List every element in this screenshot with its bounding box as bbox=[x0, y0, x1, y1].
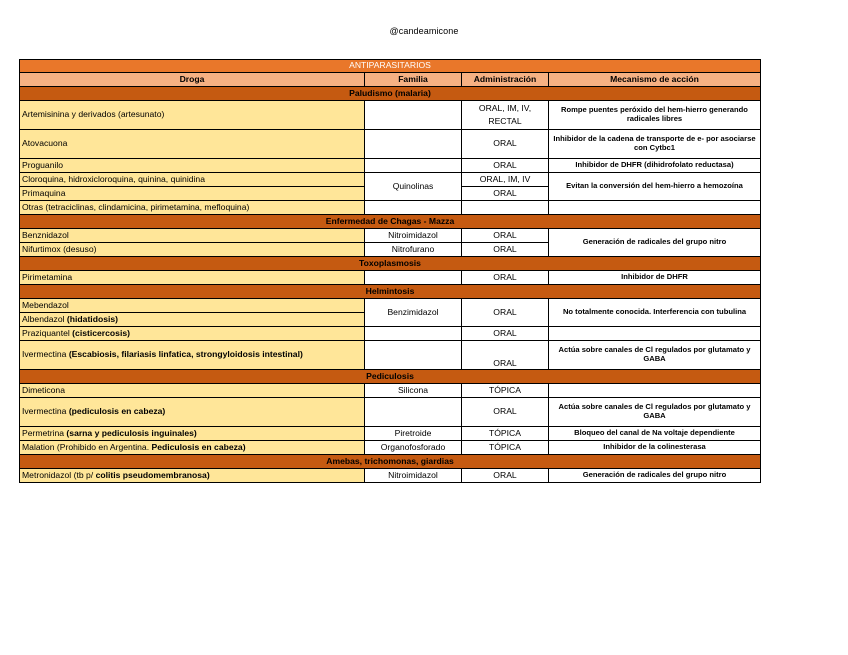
section-pediculosis: Pediculosis bbox=[20, 370, 761, 384]
drug-cell: Dimeticona bbox=[20, 384, 365, 398]
drug-indication: (sarna y pediculosis inguinales) bbox=[66, 427, 197, 438]
drug-cell: Otras (tetraciclinas, clindamicina, pirimetamina, mefloquina) bbox=[20, 201, 365, 215]
drug-name: Albendazol bbox=[22, 313, 67, 324]
section-toxoplasmosis: Toxoplasmosis bbox=[20, 257, 761, 271]
mechanism-cell: No totalmente conocida. Interferencia con tubulina bbox=[549, 299, 761, 327]
drug-cell: Nifurtimox (desuso) bbox=[20, 243, 365, 257]
mechanism-cell: Evitan la conversión del hem-hierro a hemozoína bbox=[549, 173, 761, 201]
family-cell bbox=[365, 101, 462, 130]
mechanism-cell: Bloqueo del canal de Na voltaje dependiente bbox=[549, 427, 761, 441]
table-row bbox=[20, 384, 761, 398]
column-header-row bbox=[20, 73, 761, 87]
drug-cell bbox=[20, 313, 365, 327]
mechanism-cell: Rompe puentes peróxido del hem-hierro generando radicales libres bbox=[549, 101, 761, 130]
family-cell bbox=[365, 201, 462, 215]
drug-indication: (hidatidosis) bbox=[66, 313, 119, 324]
admin-cell bbox=[462, 201, 549, 215]
drug-cell: Cloroquina, hidroxicloroquina, quinina, quinidina bbox=[20, 173, 365, 187]
admin-cell: TÓPICA bbox=[462, 427, 549, 441]
admin-cell: ORAL bbox=[462, 130, 549, 159]
header-admin: Administración bbox=[462, 73, 549, 87]
table-title: ANTIPARASITARIOS bbox=[20, 60, 761, 73]
admin-cell: ORAL bbox=[462, 469, 549, 483]
family-cell: Nitroimidazol bbox=[365, 469, 462, 483]
mechanism-cell bbox=[549, 201, 761, 215]
drug-name: Malation (Prohibido en Argentina. bbox=[22, 441, 152, 452]
section-chagas: Enfermedad de Chagas - Mazza bbox=[20, 215, 761, 229]
family-cell: Nitrofurano bbox=[365, 243, 462, 257]
admin-cell: ORAL bbox=[462, 299, 549, 327]
admin-cell: ORAL bbox=[462, 398, 549, 427]
admin-cell: ORAL, IM, IV bbox=[462, 173, 549, 187]
mechanism-cell: Inhibidor de la cadena de transporte de e- por asociarse con Cytbc1 bbox=[549, 130, 761, 159]
mechanism-cell: Inhibidor de DHFR (dihidrofolato reductasa) bbox=[549, 159, 761, 173]
mechanism-cell: Generación de radicales del grupo nitro bbox=[549, 229, 761, 257]
family-cell: Nitroimidazol bbox=[365, 229, 462, 243]
drug-name: Praziquantel bbox=[22, 327, 73, 338]
table-row bbox=[20, 159, 761, 173]
drug-name: Ivermectina bbox=[22, 349, 69, 360]
family-cell bbox=[365, 341, 462, 370]
drug-cell bbox=[20, 327, 365, 341]
drug-cell bbox=[20, 441, 365, 455]
admin-cell: TÓPICA bbox=[462, 441, 549, 455]
table-row bbox=[20, 229, 761, 243]
admin-cell: ORAL bbox=[462, 341, 549, 370]
table-row bbox=[20, 327, 761, 341]
drug-cell bbox=[20, 469, 365, 483]
admin-cell: ORAL bbox=[462, 327, 549, 341]
table-row bbox=[20, 427, 761, 441]
mechanism-cell bbox=[549, 327, 761, 341]
table-row bbox=[20, 271, 761, 285]
drug-indication: Pediculosis en cabeza) bbox=[151, 441, 246, 452]
section-row bbox=[20, 215, 761, 229]
section-row bbox=[20, 285, 761, 299]
admin-cell: TÓPICA bbox=[462, 384, 549, 398]
admin-cell bbox=[462, 101, 549, 130]
drug-indication: (pediculosis en cabeza) bbox=[68, 406, 166, 417]
table-row bbox=[20, 469, 761, 483]
author-handle: @candeamicone bbox=[389, 26, 459, 36]
table-row bbox=[20, 441, 761, 455]
admin-line: ORAL, IM, IV, bbox=[478, 102, 532, 113]
mechanism-cell: Actúa sobre canales de Cl regulados por glutamato y GABA bbox=[549, 398, 761, 427]
family-cell bbox=[365, 271, 462, 285]
table-row bbox=[20, 341, 761, 370]
header-mechanism: Mecanismo de acción bbox=[549, 73, 761, 87]
section-row bbox=[20, 87, 761, 101]
family-cell: Silicona bbox=[365, 384, 462, 398]
family-cell: Benzimidazol bbox=[365, 299, 462, 327]
family-cell: Piretroide bbox=[365, 427, 462, 441]
drug-indication: (Escabiosis, filariasis linfatica, strongyloidosis intestinal) bbox=[68, 349, 303, 360]
drug-cell: Mebendazol bbox=[20, 299, 365, 313]
drug-name: Ivermectina bbox=[22, 406, 69, 417]
drug-cell: Benznidazol bbox=[20, 229, 365, 243]
drug-cell bbox=[20, 427, 365, 441]
family-cell bbox=[365, 327, 462, 341]
drug-indication: (cisticercosis) bbox=[72, 327, 130, 338]
admin-cell: ORAL bbox=[462, 229, 549, 243]
admin-cell: ORAL bbox=[462, 159, 549, 173]
mechanism-cell: Actúa sobre canales de Cl regulados por glutamato y GABA bbox=[549, 341, 761, 370]
header-family: Familia bbox=[365, 73, 462, 87]
table-row bbox=[20, 201, 761, 215]
family-cell bbox=[365, 398, 462, 427]
antiparasitic-table bbox=[19, 59, 761, 483]
drug-name: Permetrina bbox=[22, 427, 67, 438]
drug-indication: colitis pseudomembranosa) bbox=[95, 469, 210, 480]
admin-cell: ORAL bbox=[462, 187, 549, 201]
section-helmintosis: Helmintosis bbox=[20, 285, 761, 299]
drug-cell: Artemisinina y derivados (artesunato) bbox=[20, 101, 365, 130]
mechanism-cell: Inhibidor de DHFR bbox=[549, 271, 761, 285]
drug-cell: Atovacuona bbox=[20, 130, 365, 159]
table-row bbox=[20, 173, 761, 187]
table-row bbox=[20, 398, 761, 427]
mechanism-cell: Generación de radicales del grupo nitro bbox=[549, 469, 761, 483]
drug-cell: Proguanilo bbox=[20, 159, 365, 173]
family-cell bbox=[365, 159, 462, 173]
drug-cell bbox=[20, 398, 365, 427]
mechanism-cell bbox=[549, 384, 761, 398]
admin-line: RECTAL bbox=[488, 116, 522, 126]
mechanism-cell: Inhibidor de la colinesterasa bbox=[549, 441, 761, 455]
table-row bbox=[20, 130, 761, 159]
header-drug: Droga bbox=[20, 73, 365, 87]
table-title-row bbox=[20, 60, 761, 73]
drug-cell: Pirimetamina bbox=[20, 271, 365, 285]
table-row bbox=[20, 299, 761, 313]
drug-name: Metronidazol (tb p/ bbox=[22, 469, 96, 480]
section-row bbox=[20, 257, 761, 271]
section-row bbox=[20, 455, 761, 469]
drug-cell bbox=[20, 341, 365, 370]
family-cell bbox=[365, 130, 462, 159]
admin-cell: ORAL bbox=[462, 243, 549, 257]
family-cell: Organofosforado bbox=[365, 441, 462, 455]
section-amebas: Amebas, trichomonas, giardias bbox=[20, 455, 761, 469]
section-malaria: Paludismo (malaria) bbox=[20, 87, 761, 101]
family-cell: Quinolinas bbox=[365, 173, 462, 201]
table-row bbox=[20, 101, 761, 130]
admin-cell: ORAL bbox=[462, 271, 549, 285]
section-row bbox=[20, 370, 761, 384]
drug-cell: Primaquina bbox=[20, 187, 365, 201]
